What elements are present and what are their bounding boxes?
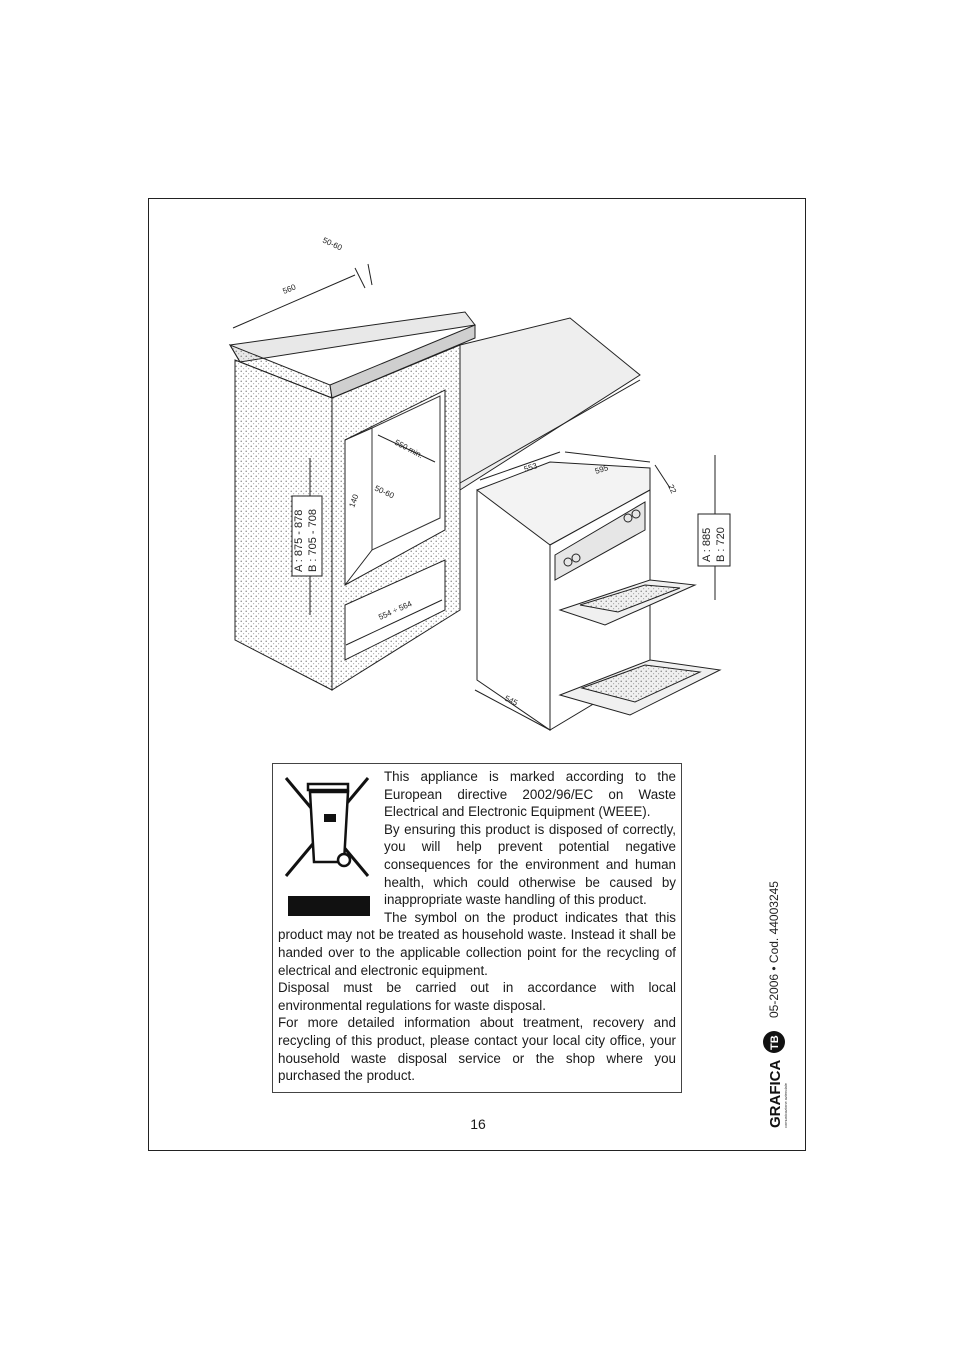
dim-b-cabinet: B : 705 - 708 bbox=[307, 509, 319, 572]
dim-550-min: 550 min. bbox=[393, 437, 425, 461]
dim-50-60-top: 50-60 bbox=[321, 235, 344, 253]
footer-tagline: comunicazione aziendale bbox=[783, 1083, 788, 1128]
footer-logo: TB bbox=[769, 1035, 781, 1050]
dim-560: 560 bbox=[281, 282, 298, 296]
cabinet-height-box bbox=[292, 496, 322, 576]
weee-paragraph-3: The symbol on the product indicates that this product may not be treated as household waste. Instead it shall be handed over to the applicable collection point for the recycling of electrical and electronic equipment. bbox=[278, 909, 676, 978]
dim-b-oven: B : 720 bbox=[715, 527, 727, 562]
weee-paragraph-4: Disposal must be carried out in accordance with local environmental regulations for waste disposal. bbox=[278, 980, 676, 1013]
oven-height-box bbox=[698, 514, 730, 566]
weee-notice bbox=[272, 763, 682, 1093]
weee-paragraph-2: By ensuring this product is disposed of correctly, you will help prevent potential negative consequences for the environment and human health, which could otherwise be caused by inappropriate waste handling of this product. bbox=[384, 821, 676, 908]
page-number: 16 bbox=[470, 1116, 486, 1132]
dim-595: 595 bbox=[593, 463, 610, 476]
weee-paragraph-1: This appliance is marked according to the European directive 2002/96/EC on Waste Electrical and Electronic Equipment (WEEE). bbox=[384, 769, 676, 820]
weee-paragraph-5: For more detailed information about treatment, recovery and recycling of this product, please contact your local city office, your household waste disposal service or the shop where you purchased the product. bbox=[278, 1015, 676, 1084]
oven-drawing bbox=[475, 452, 720, 730]
footer-credit bbox=[760, 870, 790, 1140]
dim-545: 545 bbox=[503, 693, 520, 708]
crossed-bin-icon bbox=[278, 768, 380, 918]
dim-a-cabinet: A : 875 - 878 bbox=[293, 509, 305, 572]
dim-50-60-side: 50-60 bbox=[373, 483, 396, 501]
footer-code: 05-2006 • Cod. 44003245 bbox=[767, 881, 781, 1018]
dim-553: 553 bbox=[522, 461, 539, 474]
footer-brand: GRAFICA bbox=[767, 1059, 784, 1128]
dim-140: 140 bbox=[347, 493, 361, 509]
dim-a-oven: A : 885 bbox=[701, 527, 713, 562]
dim-22: 22 bbox=[666, 483, 679, 495]
dim-554-564: 554 ÷ 564 bbox=[377, 599, 414, 622]
installation-diagram bbox=[150, 200, 804, 760]
